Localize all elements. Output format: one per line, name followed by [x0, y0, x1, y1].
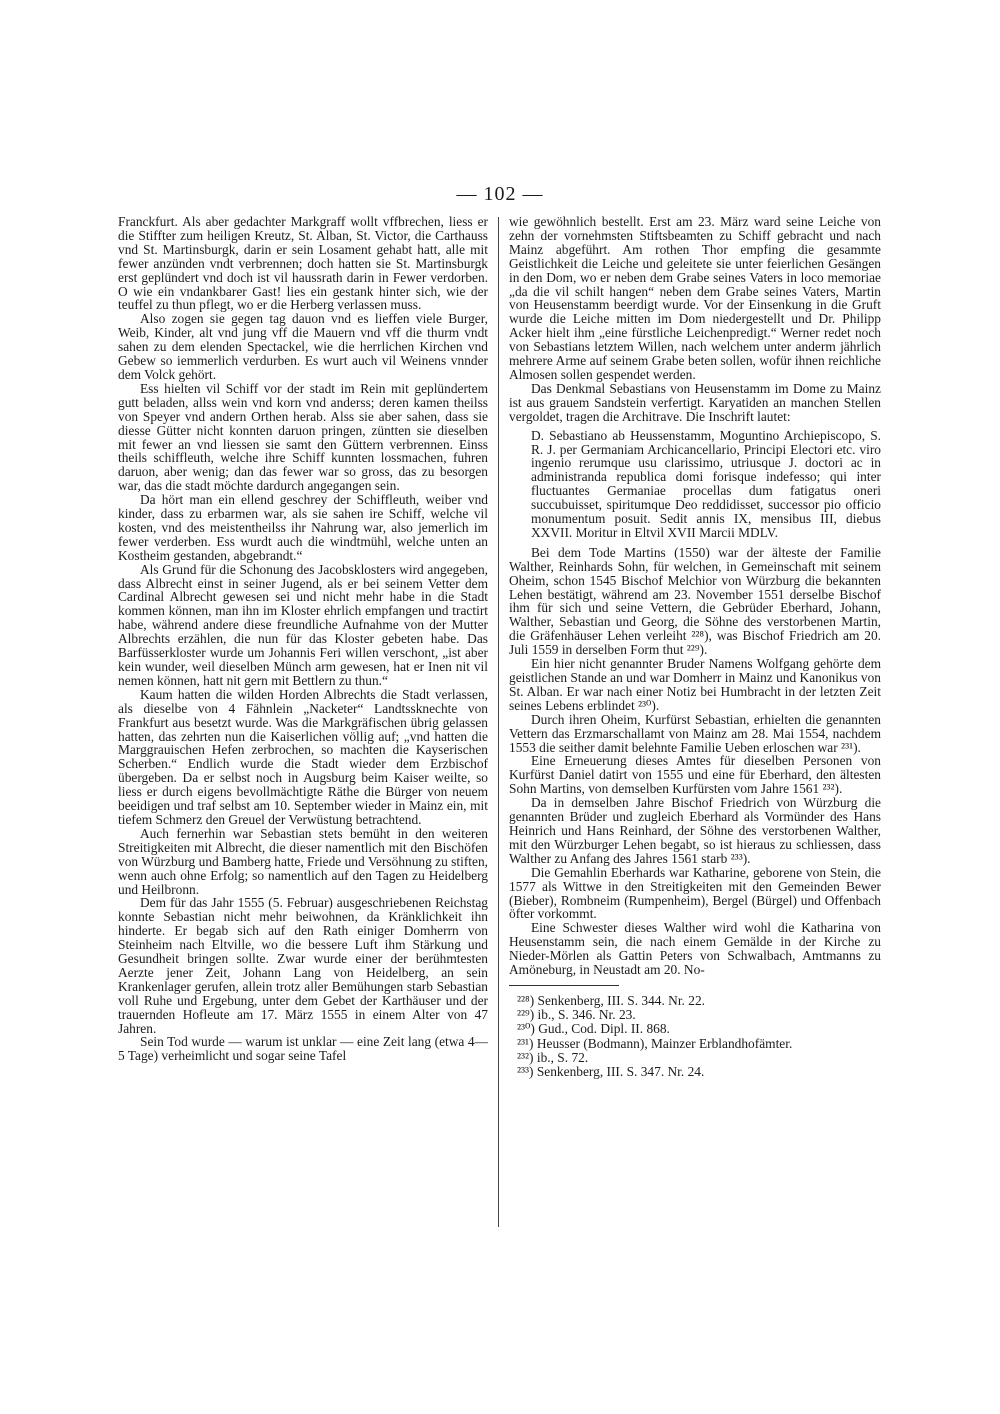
footnote: ²³¹) Heusser (Bodmann), Mainzer Erblandhofämter. — [517, 1035, 793, 1051]
column-divider — [498, 217, 499, 1227]
right-column — [509, 215, 881, 1079]
paragraph: Da in demselben Jahre Bischof Friedrich von Würzburg die genannten Brüder und zugleich Eberhard als Vormünder des Hans Heinrich und Hans Reinhard, der Söhne des verstorbenen Walther, mit den Würzburger Lehen begabt, so ist hieraus zu schliessen, dass Walther zu Anfang des Jahres 1561 starb ²³³). — [509, 795, 881, 866]
paragraph: Auch fernerhin war Sebastian stets bemüht in den weiteren Streitigkeiten mit Albrecht, die dieser namentlich mit den Bischöfen von Würzburg und Bamberg hatte, Friede und Versöhnung zu stiften, wenn auch ohne Erfolg; so namentlich auf den Tagen zu Heidelberg und Heilbronn. — [118, 825, 488, 897]
paragraph: Dem für das Jahr 1555 (5. Februar) ausgeschriebenen Reichstag konnte Sebastian nicht mehr beiwohnen, da Kränklichkeit ihn hinderte. Er begab sich auf den Rath einiger Domherrn von Steinheim nach Eltville, wo die bessere Luft ihm Stärkung und Gesundheit bringen sollte. Zwar wurde einer der berühmtesten Aerzte jener Zeit, Johann Lang von Heidelberg, an sein Krankenlager gerufen, allein trotz aller Bemühungen starb Sebastian voll Ruhe und Ergebung, unter dem Gebet der Karthäuser und der trauernden Hofleute am 17. März 1555 in einem Alter von 47 Jahren. — [118, 895, 488, 1036]
footnote: ²²⁹) ib., S. 346. Nr. 23. — [517, 1007, 636, 1023]
paragraph: Kaum hatten die wilden Horden Albrechts die Stadt verlassen, als dieselbe von 4 Fähnlein „Nacketer“ Landtssknechte von Frankfurt aus besetzt wurde. Was die Markgräfischen übrig gelassen hatten, das zehrten nun die Kaiserlichen völlig auf; „vnd hatten die Marggrauischen Hefen zerbrochen, so machten die Kayserischen Scherben.“ Endlich wurde die Stadt wieder dem Erzbischof übergeben. Da er selbst noch in Augsburg beim Kaiser weilte, so liess er durch eigens bevollmächtigte Räthe die Bürger von neuem beeidigen und traf selbst am 10. September wieder in Mainz ein, mit tiefem Schmerz den Greuel der Verwüstung betrachtend. — [118, 686, 488, 827]
footnote: ²³³) Senkenberg, III. S. 347. Nr. 24. — [517, 1063, 705, 1079]
footnote: ²³⁰) Gud., Cod. Dipl. II. 868. — [517, 1021, 670, 1037]
footnote: ²³²) ib., S. 72. — [517, 1049, 589, 1065]
footnote: ²²⁸) Senkenberg, III. S. 344. Nr. 22. — [517, 992, 705, 1008]
paragraph: Als Grund für die Schonung des Jacobsklosters wird angegeben, dass Albrecht einst in seiner Jugend, als er bei seinem Vetter dem Cardinal Albrecht gewesen sei und nicht mehr habe in die Stadt kommen können, man ihn im Kloster ehrlich empfangen und tractirt habe, während andere diese freundliche Aufnahme von der Mutter Albrechts erzählen, die nun für das Kloster gebeten habe. Das Barfüsserkloster wurde um Johannis Feri willen verschont, „ist aber kein wunder, weil dieselben Münch arm gewesen, hat er Inen nit vil nemen können, hatt nit gern mit Bettlern zu thun.“ — [118, 561, 488, 688]
paragraph: Durch ihren Oheim, Kurfürst Sebastian, erhielten die genannten Vettern das Erzmarschallamt von Mainz am 28. Mai 1554, nachdem 1553 die seither damit belehnte Familie Ueben erloschen war ²³¹). — [509, 711, 881, 755]
paragraph: Sein Tod wurde — warum ist unklar — eine Zeit lang (etwa 4—5 Tage) verheimlicht und sogar seine Tafel — [118, 1034, 488, 1064]
paragraph: wie gewöhnlich bestellt. Erst am 23. März ward seine Leiche von zehn der vornehmsten Stiftsbeamten zu Schiff gebracht und nach Mainz abgeführt. Am rothen Thor empfing die gesammte Geistlichkeit die Leiche und geleitete sie unter feierlichen Gesängen in den Dom, wo er neben dem Grabe seines Vaters in loco memoriae „da die vil schilt hangen“ neben dem Grabe seines Vaters, Martin von Heusenstamm beerdigt wurde. Vor der Einsenkung in die Gruft wurde die Leiche mitten im Dom niedergestellt und Dr. Philipp Acker hielt ihm „eine fürstliche Leichenpredigt.“ Werner redet noch von Sebastians letztem Willen, nach welchem unter anderm jährlich mehrere Arme auf seinem Grabe beten sollen, wofür ihnen reichliche Almosen sollen gespendet werden. — [509, 214, 881, 382]
paragraph: Die Gemahlin Eberhards war Katharine, geborene von Stein, die 1577 als Wittwe in den Streitigkeiten mit den Gemeinden Bewer (Bieber), Rombneim (Rumpenheim), Bergel (Bürgel) und Offenbach öfter vorkommt. — [509, 864, 881, 922]
paragraph: Ess hielten vil Schiff vor der stadt im Rein mit geplündertem gutt beladen, allss wein vnd korn vnd anderss; deren kamen theilss von Speyer vnd andern Orthen herab. Alss sie aber sahen, dass sie diesse Gütter nicht konnten daruon pringen, zünttеn sie dieselben mit fewer an vnd liessen sie samt den Güttern verbrennen. Einss theils schiffleuth, welche ihre Schiff kunnten lossmachen, fuhren daruon, aber wenig; dan das fewer war so gross, das zu besorgen war, das die stadt möchte dardurch angegangen sein. — [118, 380, 488, 494]
inscription-quote: D. Sebastiano ab Heussenstamm, Moguntino Archiepiscopo, S. R. J. per Germaniam Archicancellario, Principi Electori etc. viro ingenio rerumque usu clarissimo, utriusque J. doctori ac in administranda republica domi forisque indefesso; qui inter fluctuantes Germaniae procellas dum fatigatus oneri succubuisset, spiritumque Deo reddidisset, successor pio officio monumentum posuit. Sedit annis IX, mensibus III, diebus XXVII. Moritur in Eltvil XVII Marcii MDLV. — [531, 427, 881, 540]
paragraph: Eine Schwester dieses Walther wird wohl die Katharina von Heusenstamm sein, die nach einem Gemälde in der Kirche zu Nieder-Mörlen als Gattin Peters von Schwalbach, Amtmanns zu Amöneburg, in Neustadt am 20. No- — [509, 920, 881, 978]
paragraph: Bei dem Tode Martins (1550) war der älteste der Familie Walther, Reinhards Sohn, für welchen, in Gemeinschaft mit seinem Oheim, schon 1545 Bischof Melchior von Würzburg die bekannten Lehen bestätigt, während am 23. November 1551 derselbe Bischof ihm für sich und seine Vettern, die Gebrüder Eberhard, Johann, Walther, Sebastian und Georg, die Söhne des verstorbenen Martin, die Gräfenhäuser Lehen verleiht ²²⁸), was Bischof Friedrich am 20. Juli 1559 in derselben Form thut ²²⁹). — [509, 544, 881, 658]
paragraph: Also zogen sie gegen tag dauon vnd es lieffen viele Burger, Weib, Kinder, alt vnd jung vff die Mauern vnd vff die thurm vndt sahen zu dem elenden Spectackel, wie die herrlichen Kirchen vnd Gebew so iemmerlich verdurben. Es wurt auch vil Weinens vnnder dem Volck gehört. — [118, 311, 488, 382]
paragraph: Ein hier nicht genannter Bruder Namens Wolfgang gehörte dem geistlichen Stande an und war Domherr in Mainz und Kanonikus von St. Alban. Er war nach einer Notiz bei Humbracht in der letzten Zeit seines Lebens erblindet ²³⁰). — [509, 656, 881, 713]
paragraph: Da hört man ein ellend geschrey der Schiffleuth, weiber vnd kinder, dass zu erbarmen war, als sie sahen ire Schiff, welche vil kosten, vnd des meistentheilss ihr Nahrung war, also jemerlich im fewer verderben. Ess wurdt auch die windtmühl, welche unten an Kostheim gestanden, abgebrandt.“ — [118, 492, 488, 563]
footnote-rule — [509, 985, 619, 986]
paragraph: Eine Erneuerung dieses Amtes für dieselben Personen von Kurfürst Daniel datirt von 1555 und eine für Eberhard, den ältesten Sohn Martins, von demselben Kurfürsten vom Jahre 1561 ²³²). — [509, 753, 881, 797]
left-column — [118, 215, 488, 1063]
page-number: — 102 — — [456, 183, 544, 205]
paragraph: Franckfurt. Als aber gedachter Markgraff wollt vffbrechen, liess er die Stiffter zum heiligen Kreutz, St. Alban, St. Victor, die Carthauss vnd St. Martinsburgk, darin er sein Losament gehabt hatt, alle mit fewer anzünden vndt verbrennen; doch hatten sie St. Martinsburgk erst geplündert vnd doch ist vil haussrath darin in Fewer verdorben. O wie ein vndankbarer Gast! lies ein gestank hinter sich, wie der teuffel zu thun pflegt, wo er die Herberg verlassen muss. — [118, 214, 488, 313]
paragraph: Das Denkmal Sebastians von Heusenstamm im Dome zu Mainz ist aus grauem Sandstein verfertigt. Karyatiden an manchen Stellen vergoldet, tragen die Architrave. Die Inschrift lautet: — [509, 380, 881, 424]
